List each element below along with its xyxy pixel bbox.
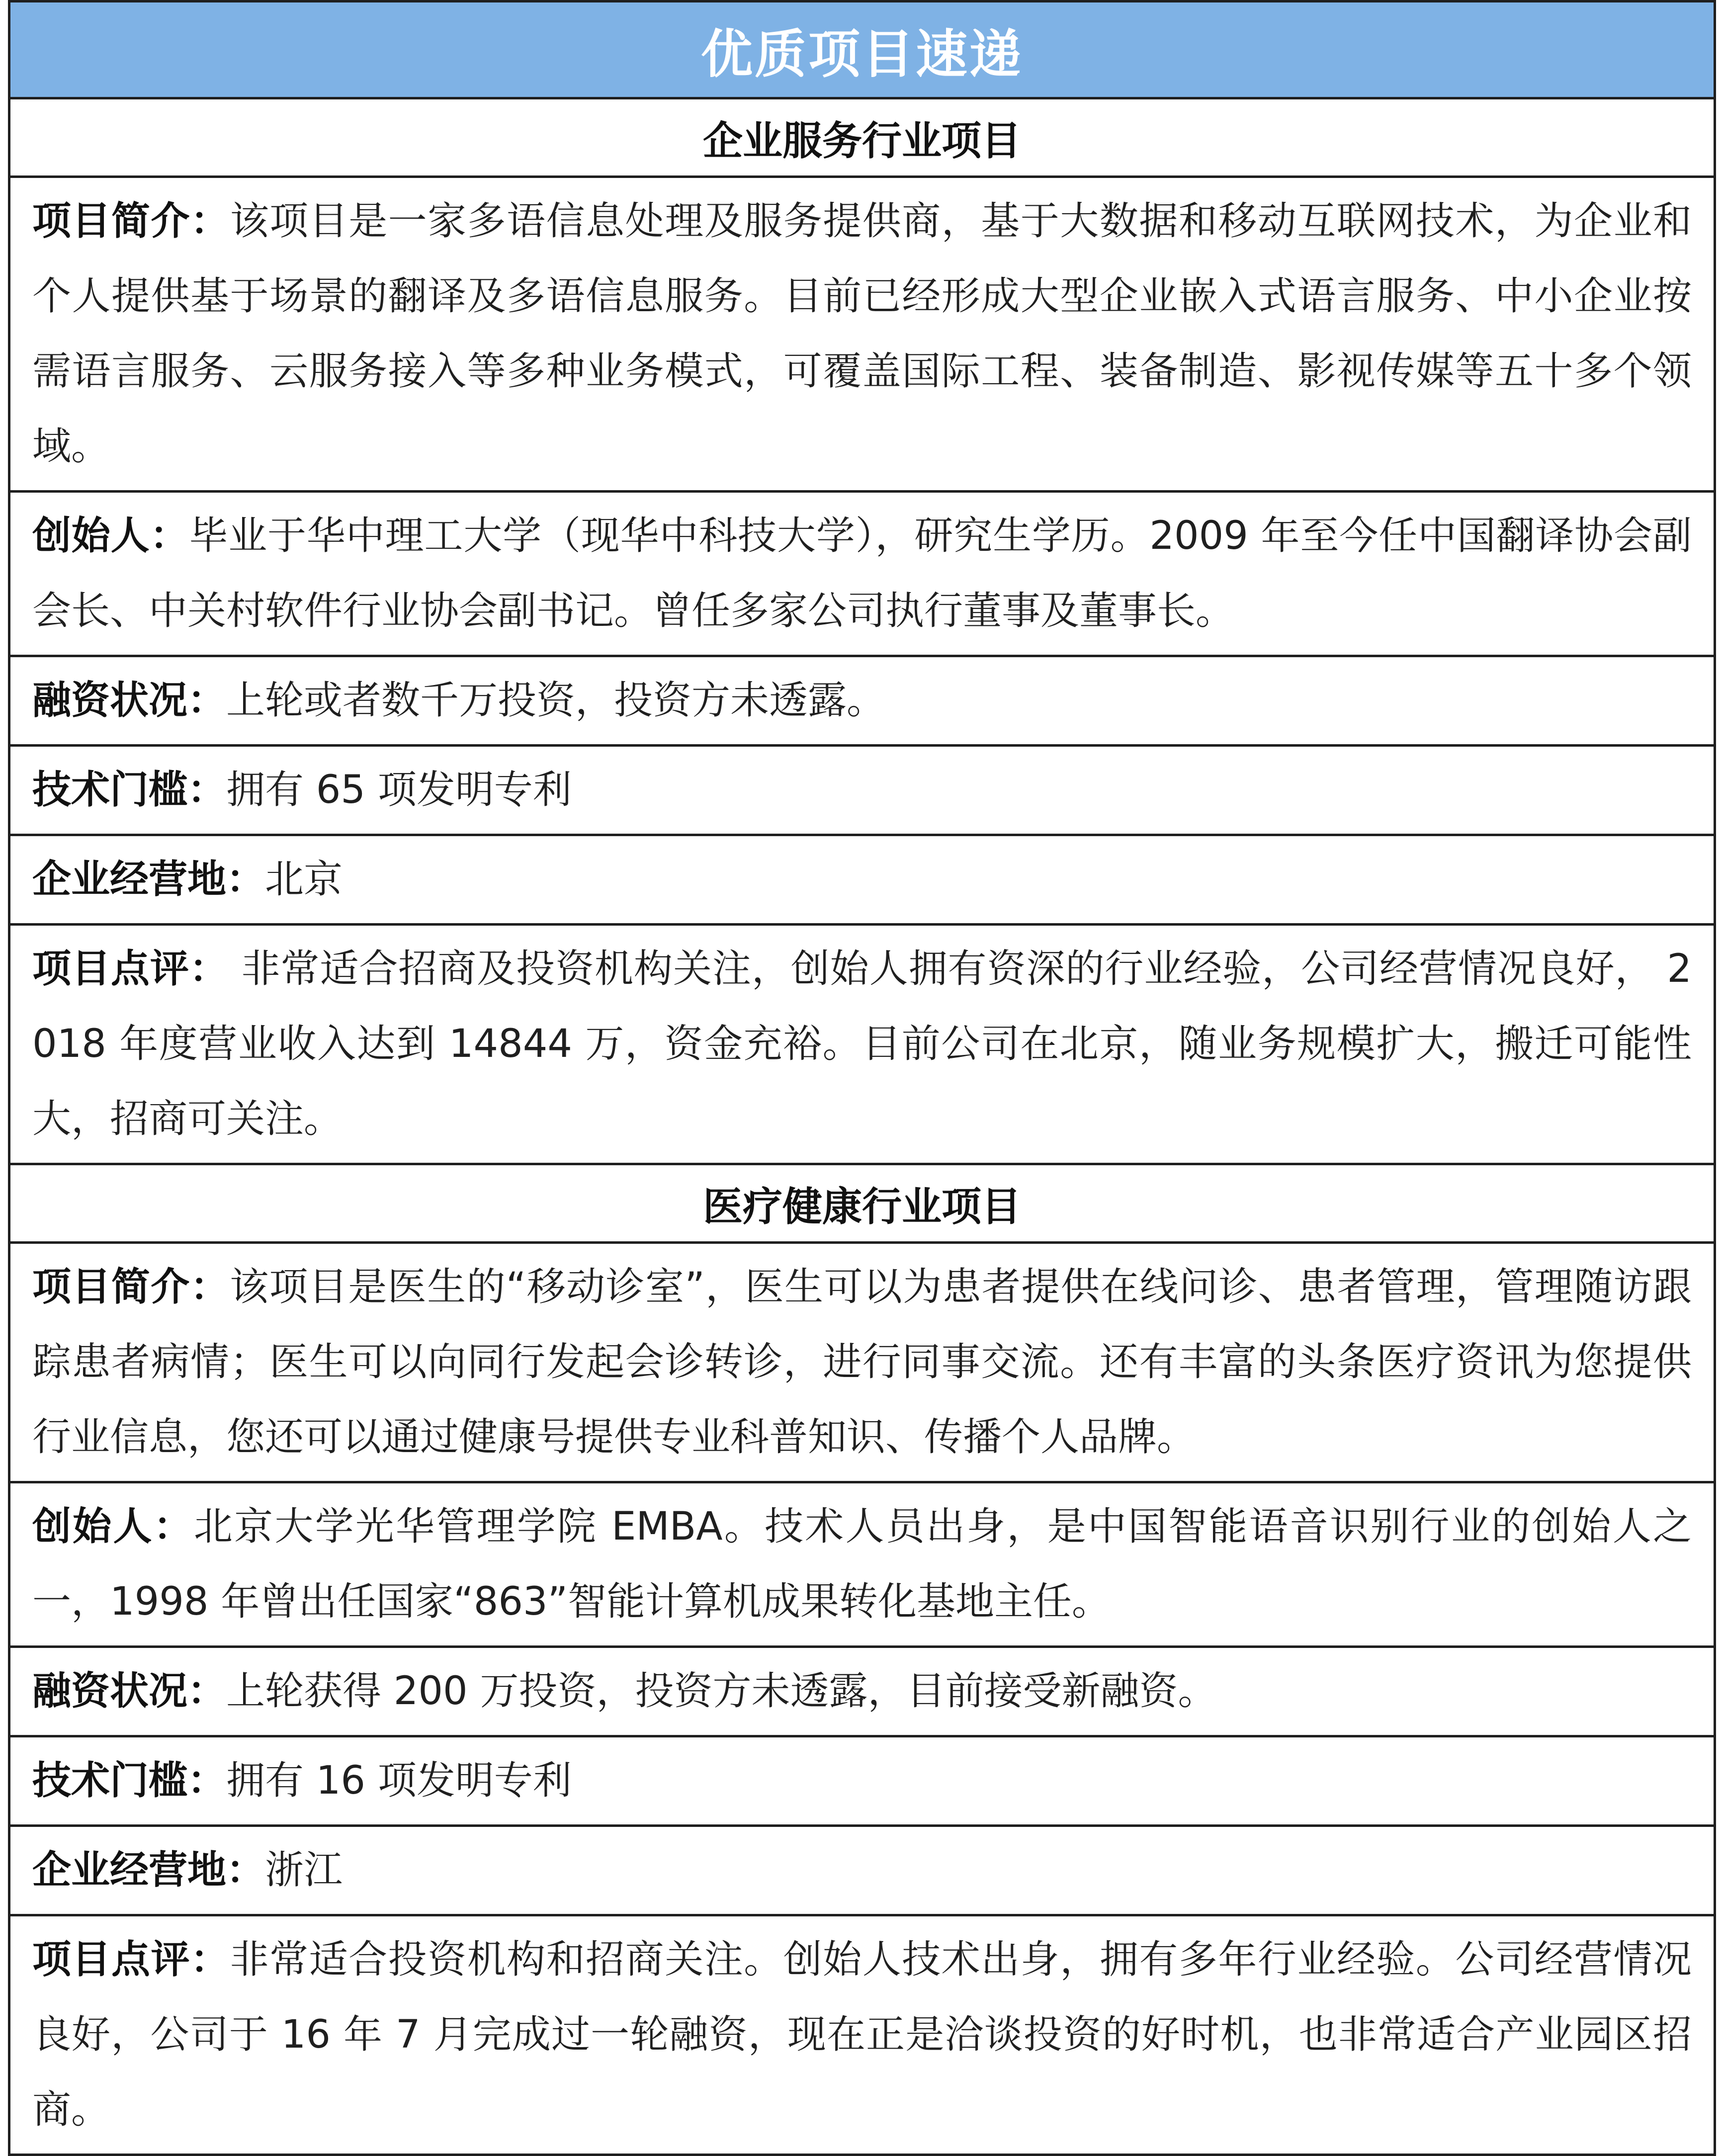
row-tech-threshold — [10, 747, 1714, 836]
row-tech-threshold — [10, 1737, 1714, 1827]
field-value: 毕业于华中理工大学（现华中科技大学），研究生学历。2009 年至今任中国翻译协会副会长、中关村软件行业协会副书记。曾任多家公司执行董事及董事长。 — [32, 514, 1692, 633]
field-value: 拥有 16 项发明专利 — [226, 1758, 572, 1803]
row-financing — [10, 657, 1714, 747]
field-value: 北京大学光华管理学院 EMBA。技术人员出身，是中国智能语音识别行业的创始人之一，1998 年曾出任国家“863”智能计算机成果转化基地主任。 — [32, 1504, 1692, 1624]
field-label: 融资状况： — [32, 1669, 227, 1714]
field-value: 非常适合招商及投资机构关注，创始人拥有资深的行业经验，公司经营情况良好， 2018 年度营业收入达到 14844 万，资金充裕。目前公司在北京，随业务规模扩大，搬迁可能性大，招商可关注。 — [32, 947, 1692, 1141]
row-founder — [10, 1483, 1714, 1648]
section-title-healthcare: 医疗健康行业项目 — [10, 1165, 1714, 1244]
row-location — [10, 1827, 1714, 1916]
field-label: 创始人： — [32, 1504, 194, 1549]
field-label: 创始人： — [32, 514, 189, 558]
row-review — [10, 1916, 1714, 2154]
field-label: 企业经营地： — [32, 857, 265, 902]
row-project-intro — [10, 178, 1714, 493]
field-value: 北京 — [265, 857, 343, 902]
field-value: 该项目是医生的“移动诊室”，医生可以为患者提供在线问诊、患者管理，管理随访跟踪患者病情；医生可以向同行发起会诊转诊，进行同事交流。还有丰富的头条医疗资讯为您提供行业信息，您还可以通过健康号提供专业科普知识、传播个人品牌。 — [32, 1265, 1692, 1460]
field-label: 项目点评： — [32, 947, 229, 991]
field-label: 技术门槛： — [32, 1758, 227, 1803]
field-label: 企业经营地： — [32, 1848, 265, 1893]
row-financing — [10, 1648, 1714, 1737]
field-label: 项目简介： — [32, 1265, 230, 1309]
field-value: 上轮或者数千万投资，投资方未透露。 — [226, 678, 886, 723]
field-label: 技术门槛： — [32, 768, 227, 812]
field-label: 项目点评： — [32, 1937, 230, 1982]
field-value: 上轮获得 200 万投资，投资方未透露，目前接受新融资。 — [226, 1669, 1217, 1714]
banner-title: 优质项目速递 — [10, 0, 1714, 99]
field-label: 项目简介： — [32, 199, 230, 244]
section-title-enterprise-services: 企业服务行业项目 — [10, 99, 1714, 178]
field-value: 拥有 65 项发明专利 — [226, 768, 572, 812]
row-location — [10, 836, 1714, 926]
project-table — [8, 0, 1716, 2156]
row-project-intro — [10, 1244, 1714, 1483]
field-value: 浙江 — [265, 1848, 343, 1893]
row-review — [10, 926, 1714, 1165]
row-founder — [10, 493, 1714, 657]
field-label: 融资状况： — [32, 678, 227, 723]
field-value: 非常适合投资机构和招商关注。创始人技术出身，拥有多年行业经验。公司经营情况良好，公司于 16 年 7 月完成过一轮融资，现在正是洽谈投资的好时机，也非常适合产业园区招商。 — [32, 1937, 1692, 2132]
field-value: 该项目是一家多语信息处理及服务提供商，基于大数据和移动互联网技术，为企业和个人提供基于场景的翻译及多语信息服务。目前已经形成大型企业嵌入式语言服务、中小企业按需语言服务、云服务接入等多种业务模式，可覆盖国际工程、装备制造、影视传媒等五十多个领域。 — [32, 199, 1692, 469]
